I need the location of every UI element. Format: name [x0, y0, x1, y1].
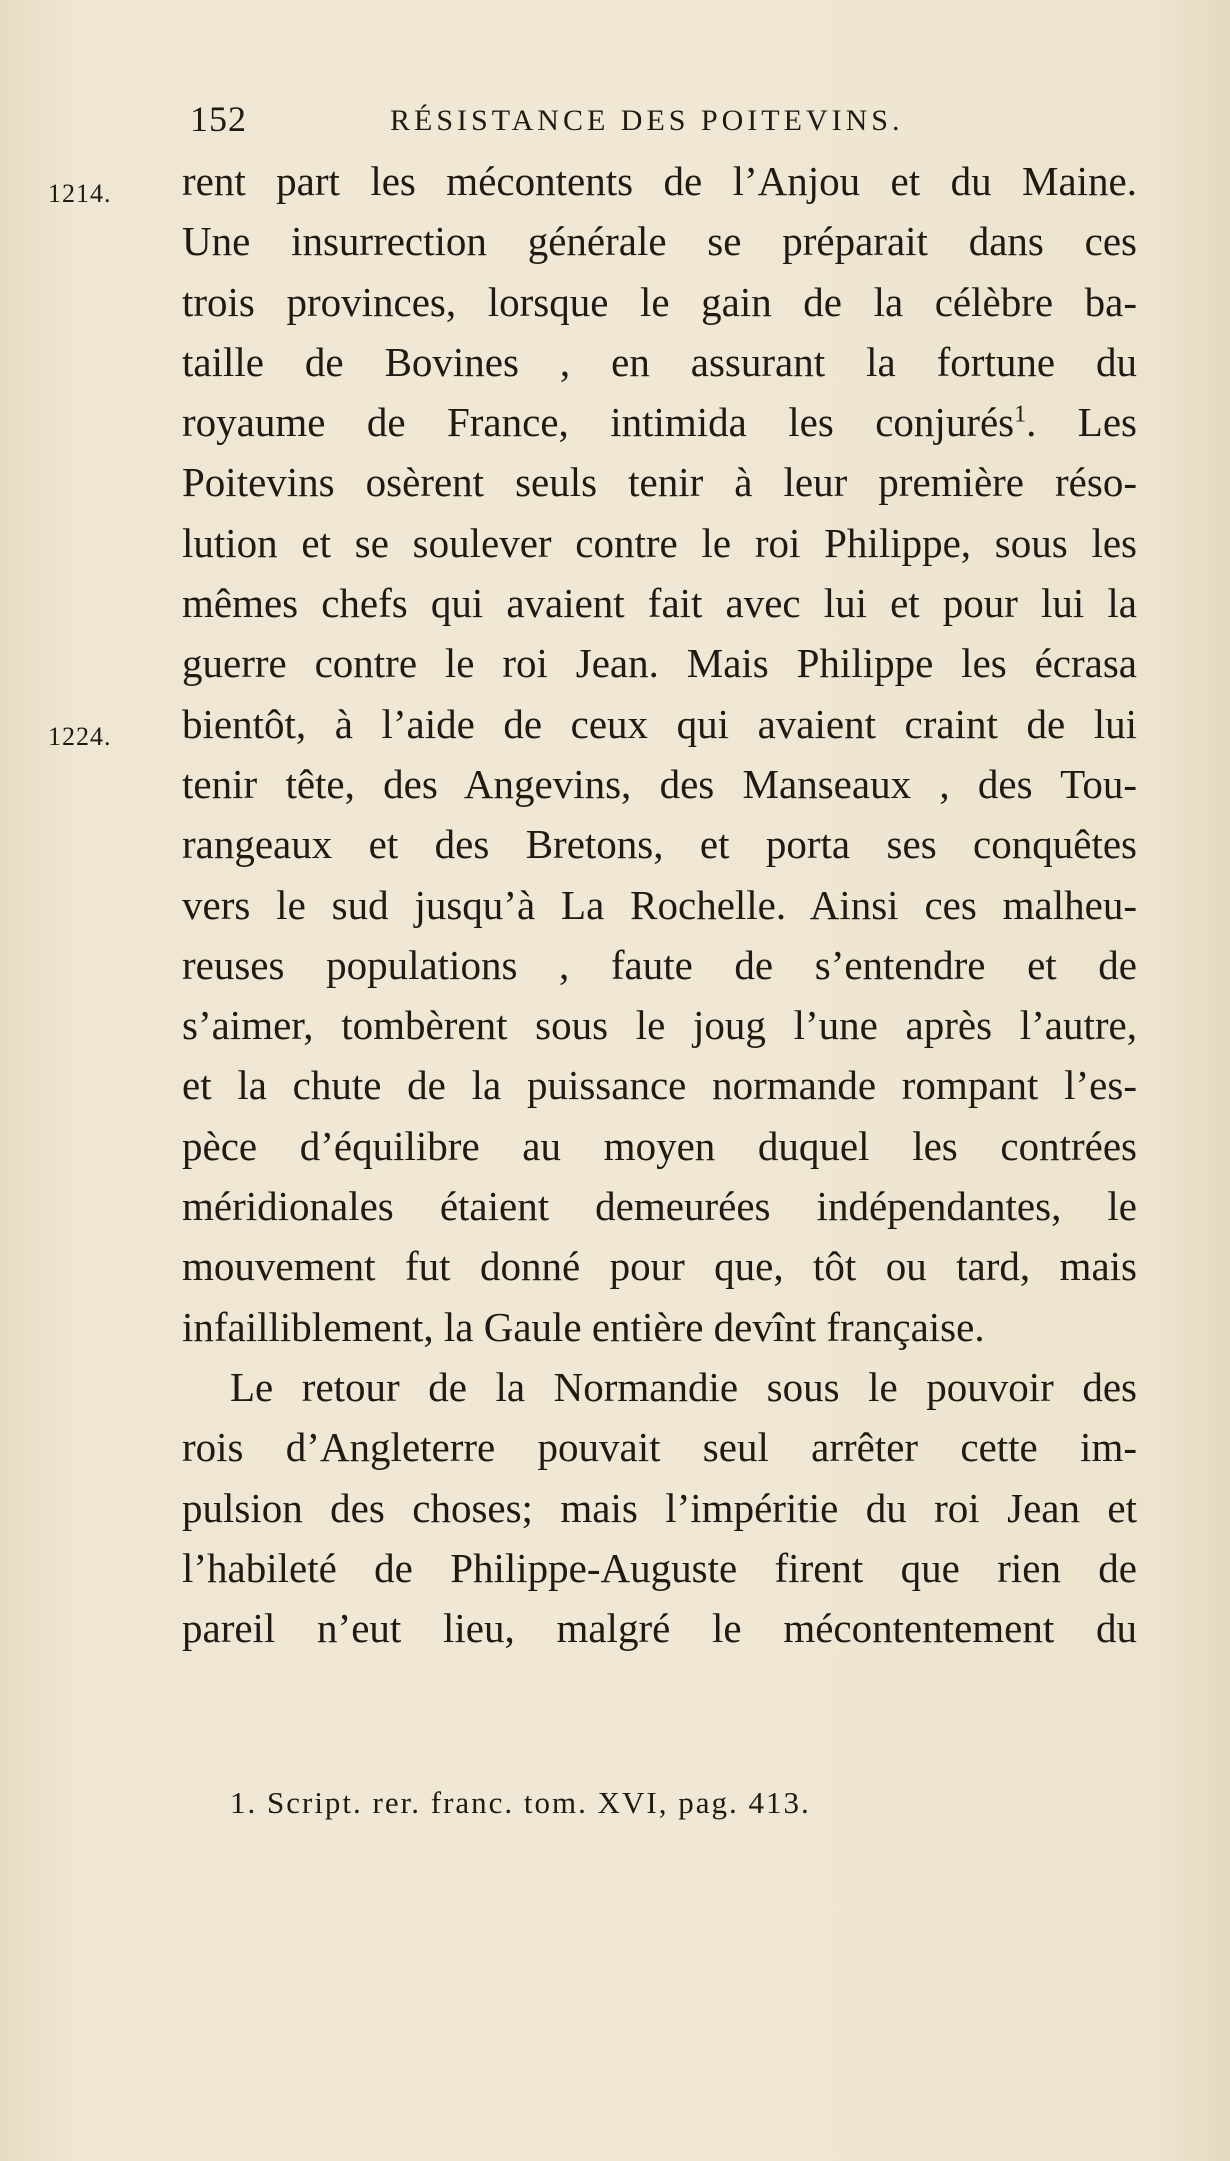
body-text — [48, 151, 1138, 1658]
text-line: l’habileté de Philippe-Auguste firent que rien de — [182, 1544, 1137, 1591]
running-title: RÉSISTANCE DES POITEVINS. — [390, 104, 904, 137]
page-header — [184, 92, 924, 142]
text-line: méridionales étaient demeurées indépendantes, le — [182, 1183, 1137, 1230]
text-line: taille de Bovines , en assurant la fortune du — [182, 338, 1137, 385]
text-line: pulsion des choses; mais l’impéritie du roi Jean et — [182, 1484, 1137, 1531]
margin-year-1214: 1214. — [48, 179, 112, 208]
text-line: guerre contre le roi Jean. Mais Philippe les écrasa — [182, 640, 1137, 687]
text-line: vers le sud jusqu’à La Rochelle. Ainsi ces malheu- — [182, 881, 1137, 928]
text-line: trois provinces, lorsque le gain de la célèbre ba- — [182, 278, 1137, 325]
text-line: et la chute de la puissance normande rompant l’es- — [182, 1062, 1137, 1109]
text-line: tenir tête, des Angevins, des Manseaux , des Tou- — [182, 760, 1137, 807]
text-line: rangeaux et des Bretons, et porta ses conquêtes — [182, 821, 1137, 868]
text-line: mêmes chefs qui avaient fait avec lui et pour lui la — [182, 580, 1137, 627]
text-line: Poitevins osèrent seuls tenir à leur première réso- — [182, 459, 1137, 506]
text-line: mouvement fut donné pour que, tôt ou tard, mais — [182, 1243, 1137, 1290]
text-line: Une insurrection générale se préparait dans ces — [182, 218, 1137, 265]
margin-year-1224: 1224. — [48, 721, 112, 751]
footnote: 1. Script. rer. franc. tom. XVI, pag. 413. — [230, 1785, 811, 1820]
text-line: royaume de France, intimida les conjurés$^1$. Les — [182, 399, 1138, 446]
text-line: rois d’Angleterre pouvait seul arrêter cette im- — [182, 1424, 1137, 1471]
footnote-reference[interactable]: 1 — [1014, 401, 1027, 428]
text-line: 1224. bientôt, à l’aide de ceux qui avaient craint de lui — [182, 694, 1137, 754]
text-line: Le retour de la Normandie sous le pouvoir des — [230, 1363, 1137, 1410]
text-line: pareil n’eut lieu, malgré le mécontentement du — [182, 1605, 1137, 1652]
text-line: 1214. rent part les mécontents de l’Anjou et du Maine. — [182, 151, 1137, 211]
text-line: reuses populations , faute de s’entendre et de — [182, 941, 1137, 988]
text-line: infailliblement, la Gaule entière devînt française. — [182, 1303, 985, 1350]
text-line: pèce d’équilibre au moyen duquel les contrées — [182, 1122, 1137, 1169]
text-line: lution et se soulever contre le roi Philippe, sous les — [182, 519, 1137, 566]
text-line: s’aimer, tombèrent sous le joug l’une après l’autre, — [182, 1002, 1137, 1049]
page-number: 152 — [190, 99, 247, 139]
